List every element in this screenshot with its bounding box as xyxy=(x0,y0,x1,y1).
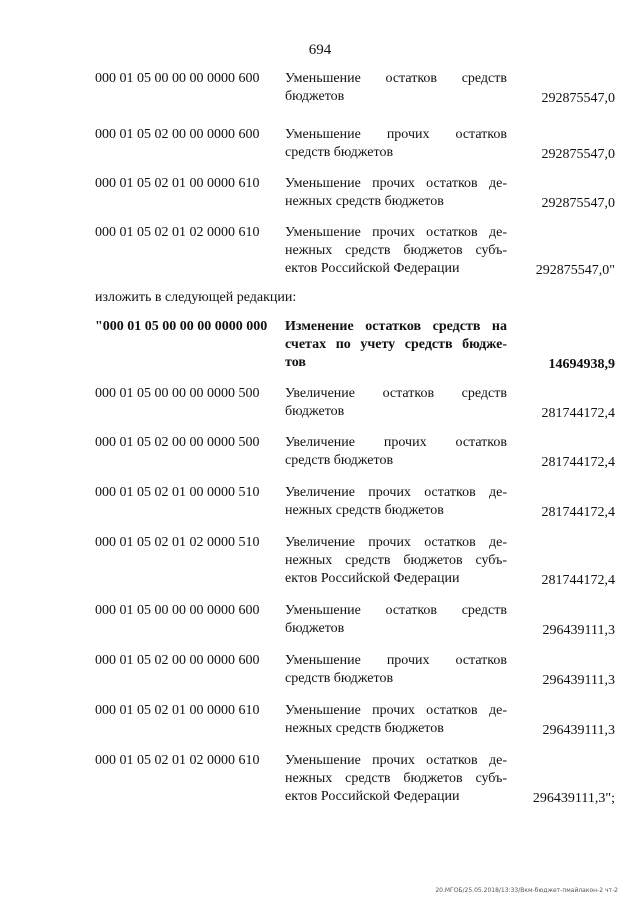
item-name-line: бюджетов xyxy=(285,89,345,104)
amount-value: 292875547,0" xyxy=(535,263,615,278)
item-name xyxy=(285,318,507,372)
item-name-line: нежных средств бюджетов субъ- xyxy=(285,553,507,568)
item-name-line: средств бюджетов xyxy=(285,453,394,468)
item-name-line: Увеличение прочих остатков де- xyxy=(285,485,507,500)
budget-code: 000 01 05 02 01 00 0000 610 xyxy=(95,703,260,718)
amount-value: 14694938,9 xyxy=(548,357,615,372)
item-name xyxy=(285,534,507,588)
amount-value: 281744172,4 xyxy=(541,455,615,470)
item-name xyxy=(285,175,507,211)
item-name-line: средств бюджетов xyxy=(285,671,394,686)
budget-code: 000 01 05 00 00 00 0000 600 xyxy=(95,71,260,86)
item-name-line: нежных средств бюджетов xyxy=(285,503,444,518)
item-name-line: ектов Российской Федерации xyxy=(285,789,460,804)
item-name xyxy=(285,484,507,520)
budget-code: 000 01 05 02 01 02 0000 510 xyxy=(95,535,260,550)
budget-code: 000 01 05 00 00 00 0000 600 xyxy=(95,603,260,618)
item-name-line: бюджетов xyxy=(285,404,345,419)
item-name xyxy=(285,652,507,688)
amount-value: 296439111,3 xyxy=(542,673,615,688)
amount-value: 296439111,3 xyxy=(542,723,615,738)
intro-text: изложить в следующей редакции: xyxy=(95,290,297,305)
item-name-line: нежных средств бюджетов субъ- xyxy=(285,243,507,258)
item-name xyxy=(285,70,507,106)
item-name-line: Уменьшение остатков средств xyxy=(285,71,507,86)
item-name-line: Увеличение прочих остатков xyxy=(285,435,507,450)
item-name-line: ектов Российской Федерации xyxy=(285,261,460,276)
budget-code: 000 01 05 02 01 00 0000 510 xyxy=(95,485,260,500)
item-name-line: нежных средств бюджетов xyxy=(285,721,444,736)
item-name-line: Увеличение прочих остатков де- xyxy=(285,535,507,550)
footer-stamp: 20.МГОБ/25.05.2018/13:33/Вкм-бюджет-пмайлакон-2 чт-2 xyxy=(435,887,618,894)
budget-code: 000 01 05 02 01 02 0000 610 xyxy=(95,753,260,768)
budget-code: 000 01 05 00 00 00 0000 500 xyxy=(95,386,260,401)
item-name-line: Уменьшение прочих остатков де- xyxy=(285,176,507,191)
amount-value: 296439111,3 xyxy=(542,623,615,638)
amount-value: 296439111,3"; xyxy=(532,791,615,806)
item-name-line: средств бюджетов xyxy=(285,145,394,160)
item-name-line: Уменьшение прочих остатков xyxy=(285,653,507,668)
item-name-line: счетах по учету средств бюдже- xyxy=(285,337,507,352)
page-number: 694 xyxy=(308,42,332,58)
item-name-line: Уменьшение прочих остатков де- xyxy=(285,753,507,768)
item-name-line: Уменьшение остатков средств xyxy=(285,603,507,618)
item-name-line: Уменьшение прочих остатков де- xyxy=(285,703,507,718)
item-name xyxy=(285,434,507,470)
item-name-line: тов xyxy=(285,355,306,370)
amount-value: 281744172,4 xyxy=(541,573,615,588)
item-name xyxy=(285,385,507,421)
item-name-line: нежных средств бюджетов субъ- xyxy=(285,771,507,786)
item-name-line: бюджетов xyxy=(285,621,345,636)
item-name-line: Уменьшение прочих остатков де- xyxy=(285,225,507,240)
item-name xyxy=(285,126,507,162)
budget-code: 000 01 05 02 00 00 0000 600 xyxy=(95,127,260,142)
item-name-line: нежных средств бюджетов xyxy=(285,194,444,209)
budget-code: 000 01 05 02 01 02 0000 610 xyxy=(95,225,260,240)
item-name xyxy=(285,224,507,278)
amount-value: 292875547,0 xyxy=(541,91,615,106)
budget-code: "000 01 05 00 00 00 0000 000 xyxy=(95,319,268,334)
item-name xyxy=(285,702,507,738)
item-name-line: ектов Российской Федерации xyxy=(285,571,460,586)
budget-code: 000 01 05 02 00 00 0000 600 xyxy=(95,653,260,668)
amount-value: 281744172,4 xyxy=(541,406,615,421)
item-name-line: Уменьшение прочих остатков xyxy=(285,127,507,142)
item-name xyxy=(285,602,507,638)
budget-code: 000 01 05 02 00 00 0000 500 xyxy=(95,435,260,450)
budget-code: 000 01 05 02 01 00 0000 610 xyxy=(95,176,260,191)
item-name-line: Увеличение остатков средств xyxy=(285,386,507,401)
amount-value: 281744172,4 xyxy=(541,505,615,520)
amount-value: 292875547,0 xyxy=(541,196,615,211)
amount-value: 292875547,0 xyxy=(541,147,615,162)
item-name-line: Изменение остатков средств на xyxy=(285,319,507,334)
item-name xyxy=(285,752,507,806)
